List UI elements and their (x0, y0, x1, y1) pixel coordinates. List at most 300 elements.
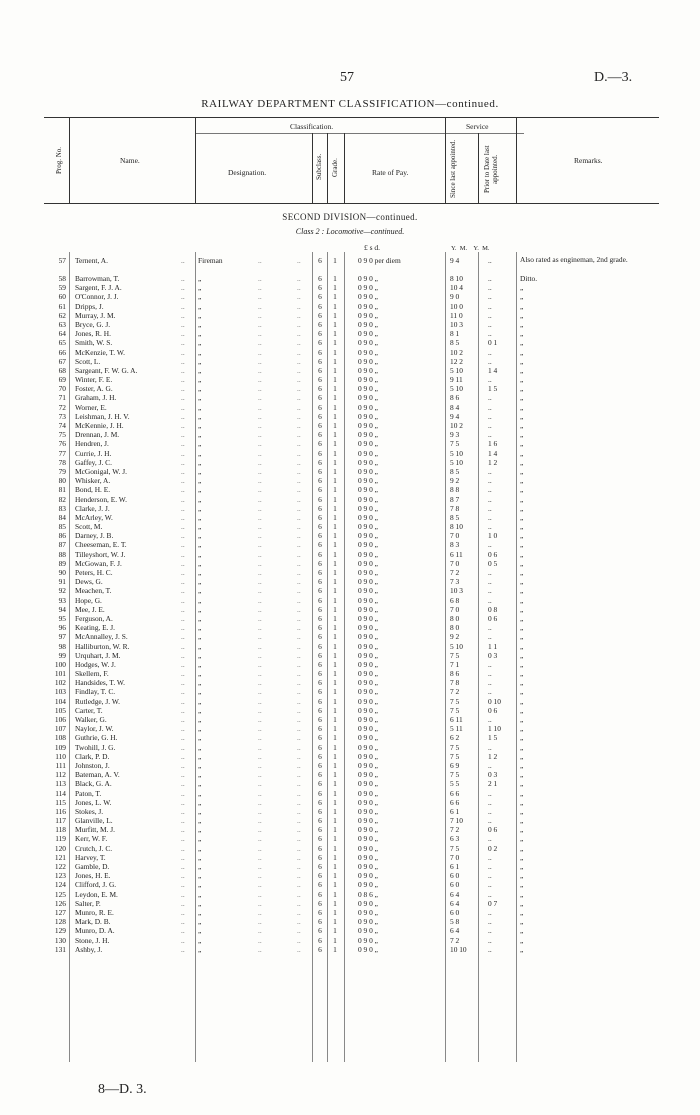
since-last-appointed-cell: 11 0 (450, 310, 463, 320)
leader-dots: .. (258, 595, 262, 605)
table-row (0, 660, 700, 669)
leader-dots: .. (297, 917, 301, 927)
table-row (0, 292, 700, 301)
grade-cell: 1 (333, 641, 337, 651)
leader-dots: .. (181, 917, 185, 927)
leader-dots: .. (181, 935, 185, 945)
since-last-appointed-cell: 8 7 (450, 494, 460, 504)
leader-dots: .. (297, 705, 301, 715)
table-row (0, 770, 700, 779)
rate-of-pay-cell: 0 9 0 „ (358, 760, 378, 770)
rate-of-pay-cell: 0 9 0 „ (358, 485, 378, 495)
remarks-cell: „ (520, 770, 524, 780)
table-row (0, 430, 700, 439)
employee-name-cell: Sargent, F. J. A. (75, 283, 122, 293)
leader-dots: .. (258, 384, 262, 394)
table-row (0, 761, 700, 770)
prior-to-date-cell: .. (488, 494, 492, 504)
designation-cell: „ (198, 770, 202, 780)
leader-dots: .. (181, 448, 185, 458)
leader-dots: .. (258, 568, 262, 577)
remarks-cell: „ (520, 742, 524, 752)
designation-cell: „ (198, 310, 202, 320)
leader-dots: .. (181, 540, 185, 550)
employee-name-cell: McAnnalley, J. S. (75, 632, 128, 642)
table-row (0, 283, 700, 292)
since-last-appointed-cell: 9 4 (450, 411, 460, 421)
subclass-cell: 6 (318, 733, 322, 743)
subclass-cell: 6 (318, 393, 322, 403)
leader-dots: .. (258, 797, 262, 807)
rate-of-pay-cell: 0 9 0 „ (358, 319, 378, 329)
leader-dots: .. (181, 439, 185, 449)
remarks-cell: „ (520, 586, 524, 596)
since-last-appointed-cell: 6 0 (450, 880, 460, 890)
employee-name-cell: Keating, E. J. (75, 623, 116, 633)
leader-dots: .. (297, 898, 301, 908)
table-row (0, 403, 700, 412)
subclass-cell: 6 (318, 917, 322, 927)
rate-of-pay-cell: 0 9 0 „ (358, 779, 378, 789)
leader-dots: .. (258, 623, 262, 633)
leader-dots: .. (258, 549, 262, 559)
remarks-cell: „ (520, 595, 524, 605)
remarks-cell: „ (520, 384, 524, 394)
rate-of-pay-cell: 0 9 0 „ (358, 944, 378, 954)
prog-number-cell: 82 (58, 494, 66, 504)
since-last-appointed-cell: 7 0 (450, 558, 460, 568)
prior-to-date-cell: 1 2 (488, 751, 498, 761)
since-last-appointed-cell: 5 10 (450, 384, 463, 394)
leader-dots: .. (258, 613, 262, 623)
employee-name-cell: Murfitt, M. J. (75, 825, 116, 835)
rate-of-pay-cell: 0 9 0 „ (358, 549, 378, 559)
remarks-cell: „ (520, 687, 524, 697)
designation-cell: „ (198, 522, 202, 532)
designation-cell: „ (198, 751, 202, 761)
page-footer: 8—D. 3. (98, 1082, 147, 1097)
leader-dots: .. (181, 834, 185, 844)
designation-cell: „ (198, 650, 202, 660)
grade-cell: 1 (333, 503, 337, 513)
designation-cell: „ (198, 760, 202, 770)
leader-dots: .. (181, 687, 185, 697)
prior-to-date-cell: .. (488, 742, 492, 752)
subclass-cell: 6 (318, 384, 322, 394)
prog-number-cell: 104 (54, 696, 66, 706)
prog-number-cell: 73 (58, 411, 66, 421)
prog-number-cell: 109 (54, 742, 66, 752)
rate-of-pay-cell: 0 9 0 „ (358, 715, 378, 724)
since-last-appointed-cell: 10 2 (450, 421, 463, 430)
since-last-appointed-cell: 7 2 (450, 568, 460, 577)
prior-to-date-cell: .. (488, 632, 492, 642)
subclass-cell: 6 (318, 604, 322, 614)
remarks-cell: „ (520, 439, 524, 449)
rate-of-pay-cell: 0 9 0 per diem (358, 256, 401, 265)
leader-dots: .. (258, 319, 262, 329)
grade-cell: 1 (333, 274, 337, 283)
rate-of-pay-cell: 0 9 0 „ (358, 788, 378, 798)
table-row (0, 779, 700, 788)
grade-cell: 1 (333, 770, 337, 780)
rate-of-pay-cell: 0 9 0 „ (358, 512, 378, 522)
prior-to-date-cell: .. (488, 806, 492, 816)
leader-dots: .. (181, 816, 185, 826)
leader-dots: .. (181, 797, 185, 807)
leader-dots: .. (181, 862, 185, 871)
prior-to-date-cell: 2 1 (488, 779, 498, 789)
employee-name-cell: Leishman, J. H. V. (75, 411, 130, 421)
employee-name-cell: Hope, G. (75, 595, 102, 605)
designation-cell: „ (198, 834, 202, 844)
leader-dots: .. (258, 448, 262, 458)
remarks-cell: „ (520, 522, 524, 532)
rate-of-pay-cell: 0 9 0 „ (358, 898, 378, 908)
prog-number-cell: 78 (58, 457, 66, 467)
leader-dots: .. (258, 843, 262, 853)
since-last-appointed-cell: 8 10 (450, 274, 463, 283)
grade-cell: 1 (333, 292, 337, 302)
leader-dots: .. (181, 558, 185, 568)
since-last-appointed-cell: 8 5 (450, 512, 460, 522)
leader-dots: .. (297, 613, 301, 623)
leader-dots: .. (297, 549, 301, 559)
table-row (0, 311, 700, 320)
employee-name-cell: Glanville, L. (75, 816, 113, 826)
grade-cell: 1 (333, 742, 337, 752)
grade-cell: 1 (333, 889, 337, 899)
grade-cell: 1 (333, 319, 337, 329)
subclass-cell: 6 (318, 862, 322, 871)
prior-to-date-cell: .. (488, 871, 492, 881)
leader-dots: .. (258, 760, 262, 770)
table-row (0, 936, 700, 945)
subclass-cell: 6 (318, 907, 322, 917)
table-row (0, 871, 700, 880)
leader-dots: .. (181, 669, 185, 679)
grade-cell: 1 (333, 540, 337, 550)
prior-to-date-cell: 1 10 (488, 724, 501, 734)
rate-of-pay-cell: 0 9 0 „ (358, 935, 378, 945)
remarks-cell: „ (520, 375, 524, 385)
prior-to-date-cell: .. (488, 421, 492, 430)
leader-dots: .. (258, 715, 262, 724)
employee-name-cell: McKennie, J. H. (75, 421, 124, 430)
grade-cell: 1 (333, 338, 337, 348)
since-last-appointed-cell: 5 5 (450, 779, 460, 789)
leader-dots: .. (258, 926, 262, 936)
prog-number-cell: 61 (58, 301, 66, 311)
designation-cell: „ (198, 862, 202, 871)
since-last-appointed-cell: 7 2 (450, 687, 460, 697)
designation-cell: „ (198, 338, 202, 348)
rate-of-pay-cell: 0 9 0 „ (358, 641, 378, 651)
leader-dots: .. (181, 512, 185, 522)
employee-name-cell: Cheeseman, E. T. (75, 540, 127, 550)
table-row (0, 559, 700, 568)
table-row (0, 816, 700, 825)
prog-number-cell: 99 (58, 650, 66, 660)
subclass-cell: 6 (318, 503, 322, 513)
designation-cell: „ (198, 393, 202, 403)
leader-dots: .. (258, 522, 262, 532)
leader-dots: .. (181, 632, 185, 642)
table-row (0, 908, 700, 917)
since-last-appointed-cell: 6 4 (450, 898, 460, 908)
prior-to-date-cell: .. (488, 852, 492, 862)
grade-cell: 1 (333, 356, 337, 366)
header-prog-no: Prog. No. (55, 146, 63, 174)
leader-dots: .. (297, 256, 301, 265)
rate-of-pay-cell: 0 9 0 „ (358, 421, 378, 430)
grade-cell: 1 (333, 402, 337, 412)
remarks-cell: „ (520, 944, 524, 954)
leader-dots: .. (181, 531, 185, 541)
grade-cell: 1 (333, 613, 337, 623)
grade-cell: 1 (333, 907, 337, 917)
leader-dots: .. (181, 310, 185, 320)
grade-cell: 1 (333, 751, 337, 761)
document-reference: D.—3. (594, 70, 633, 85)
employee-name-cell: Johnston, J. (75, 760, 110, 770)
grade-cell: 1 (333, 825, 337, 835)
since-last-appointed-cell: 6 0 (450, 907, 460, 917)
prior-to-date-cell: .. (488, 577, 492, 587)
table-row (0, 412, 700, 421)
leader-dots: .. (181, 613, 185, 623)
rate-of-pay-cell: 0 9 0 „ (358, 283, 378, 293)
since-last-appointed-cell: 6 1 (450, 862, 460, 871)
leader-dots: .. (181, 907, 185, 917)
since-last-appointed-cell: 8 6 (450, 393, 460, 403)
subclass-cell: 6 (318, 430, 322, 440)
grade-cell: 1 (333, 705, 337, 715)
rate-of-pay-cell: 0 9 0 „ (358, 439, 378, 449)
prog-number-cell: 77 (58, 448, 66, 458)
designation-cell: „ (198, 421, 202, 430)
prog-number-cell: 93 (58, 595, 66, 605)
subclass-cell: 6 (318, 292, 322, 302)
designation-cell: „ (198, 724, 202, 734)
grade-cell: 1 (333, 944, 337, 954)
designation-cell: „ (198, 889, 202, 899)
prior-to-date-cell: .. (488, 375, 492, 385)
leader-dots: .. (297, 669, 301, 679)
employee-name-cell: Munro, D. A. (75, 926, 115, 936)
prog-number-cell: 128 (54, 917, 66, 927)
leader-dots: .. (258, 880, 262, 890)
prog-number-cell: 81 (58, 485, 66, 495)
grade-cell: 1 (333, 384, 337, 394)
since-last-appointed-cell: 9 4 (450, 256, 460, 265)
rate-of-pay-cell: 0 9 0 „ (358, 770, 378, 780)
leader-dots: .. (258, 274, 262, 283)
designation-cell: „ (198, 577, 202, 587)
grade-cell: 1 (333, 375, 337, 385)
rate-of-pay-cell: 0 9 0 „ (358, 852, 378, 862)
grade-cell: 1 (333, 843, 337, 853)
remarks-cell: „ (520, 292, 524, 302)
rate-of-pay-cell: 0 9 0 „ (358, 613, 378, 623)
since-last-appointed-cell: 7 5 (450, 742, 460, 752)
prog-number-cell: 114 (55, 788, 66, 798)
since-last-appointed-cell: 7 3 (450, 577, 460, 587)
subclass-cell: 6 (318, 476, 322, 486)
leader-dots: .. (297, 623, 301, 633)
rate-of-pay-cell: 0 9 0 „ (358, 669, 378, 679)
remarks-cell: „ (520, 632, 524, 642)
leader-dots: .. (258, 733, 262, 743)
prior-to-date-cell: .. (488, 907, 492, 917)
designation-cell: „ (198, 411, 202, 421)
employee-name-cell: Skellern, F. (75, 669, 109, 679)
leader-dots: .. (258, 577, 262, 587)
grade-cell: 1 (333, 329, 337, 339)
leader-dots: .. (181, 806, 185, 816)
employee-name-cell: Twohill, J. G. (75, 742, 116, 752)
table-row (0, 890, 700, 899)
prior-to-date-cell: .. (488, 256, 492, 265)
prog-number-cell: 92 (58, 586, 66, 596)
since-last-appointed-cell: 6 3 (450, 834, 460, 844)
prior-to-date-cell: 1 4 (488, 448, 498, 458)
grade-cell: 1 (333, 586, 337, 596)
designation-cell: „ (198, 329, 202, 339)
subclass-cell: 6 (318, 659, 322, 669)
leader-dots: .. (181, 356, 185, 366)
prior-to-date-cell: .. (488, 760, 492, 770)
leader-dots: .. (181, 751, 185, 761)
rate-of-pay-cell: 0 9 0 „ (358, 733, 378, 743)
subclass-cell: 6 (318, 577, 322, 587)
leader-dots: .. (297, 632, 301, 642)
prior-to-date-cell: .. (488, 926, 492, 936)
header-remarks: Remarks. (574, 156, 603, 165)
designation-cell: „ (198, 926, 202, 936)
prog-number-cell: 103 (54, 687, 66, 697)
employee-name-cell: Scott, L. (75, 356, 101, 366)
designation-cell: „ (198, 935, 202, 945)
designation-cell: „ (198, 356, 202, 366)
prior-to-date-cell: 1 5 (488, 384, 498, 394)
grade-cell: 1 (333, 421, 337, 430)
designation-cell: „ (198, 742, 202, 752)
table-row (0, 513, 700, 522)
designation-cell: „ (198, 705, 202, 715)
leader-dots: .. (181, 375, 185, 385)
leader-dots: .. (181, 329, 185, 339)
leader-dots: .. (181, 283, 185, 293)
subclass-cell: 6 (318, 779, 322, 789)
subclass-cell: 6 (318, 944, 322, 954)
since-last-appointed-cell: 7 2 (450, 825, 460, 835)
remarks-cell: „ (520, 558, 524, 568)
table-row (0, 485, 700, 494)
prog-number-cell: 94 (58, 604, 66, 614)
prior-to-date-cell: 0 6 (488, 613, 498, 623)
leader-dots: .. (258, 558, 262, 568)
table-row (0, 945, 700, 954)
leader-dots: .. (297, 457, 301, 467)
leader-dots: .. (181, 274, 185, 283)
prog-number-cell: 63 (58, 319, 66, 329)
leader-dots: .. (297, 384, 301, 394)
rate-of-pay-cell: 0 9 0 „ (358, 292, 378, 302)
employee-name-cell: Peters, H. C. (75, 568, 113, 577)
prior-to-date-cell: .. (488, 430, 492, 440)
leader-dots: .. (258, 935, 262, 945)
employee-name-cell: Winter, F. E. (75, 375, 113, 385)
designation-cell: „ (198, 595, 202, 605)
designation-cell: „ (198, 779, 202, 789)
leader-dots: .. (258, 705, 262, 715)
designation-cell: „ (198, 274, 202, 283)
prior-to-date-cell: .. (488, 319, 492, 329)
since-last-appointed-cell: 12 2 (450, 356, 463, 366)
leader-dots: .. (258, 944, 262, 954)
leader-dots: .. (181, 485, 185, 495)
grade-cell: 1 (333, 466, 337, 476)
rate-of-pay-cell: 0 9 0 „ (358, 926, 378, 936)
remarks-cell: „ (520, 797, 524, 807)
grade-cell: 1 (333, 595, 337, 605)
remarks-cell: „ (520, 283, 524, 293)
money-column-heads: £ s d. (364, 243, 381, 252)
prog-number-cell: 90 (58, 568, 66, 577)
employee-name-cell: Tilleyshort, W. J. (75, 549, 126, 559)
leader-dots: .. (258, 347, 262, 357)
leader-dots: .. (258, 806, 262, 816)
leader-dots: .. (181, 430, 185, 440)
designation-cell: „ (198, 292, 202, 302)
prog-number-cell: 59 (58, 283, 66, 293)
leader-dots: .. (181, 457, 185, 467)
rate-of-pay-cell: 0 9 0 „ (358, 310, 378, 320)
leader-dots: .. (181, 788, 185, 798)
prog-number-cell: 130 (54, 935, 66, 945)
grade-cell: 1 (333, 347, 337, 357)
remarks-cell: „ (520, 733, 524, 743)
rate-of-pay-cell: 0 9 0 „ (358, 522, 378, 532)
employee-name-cell: Gaffey, J. C. (75, 457, 112, 467)
remarks-cell: „ (520, 816, 524, 826)
remarks-cell: „ (520, 457, 524, 467)
leader-dots: .. (297, 742, 301, 752)
leader-dots: .. (181, 568, 185, 577)
remarks-cell: „ (520, 421, 524, 430)
subclass-cell: 6 (318, 512, 322, 522)
prog-number-cell: 71 (58, 393, 66, 403)
table-row (0, 733, 700, 742)
table-row (0, 586, 700, 595)
since-last-appointed-cell: 6 4 (450, 926, 460, 936)
since-last-appointed-cell: 7 5 (450, 439, 460, 449)
prior-to-date-cell: 0 3 (488, 650, 498, 660)
leader-dots: .. (258, 898, 262, 908)
leader-dots: .. (297, 797, 301, 807)
subclass-cell: 6 (318, 889, 322, 899)
prog-number-cell: 98 (58, 641, 66, 651)
grade-cell: 1 (333, 724, 337, 734)
leader-dots: .. (181, 421, 185, 430)
rate-of-pay-cell: 0 9 0 „ (358, 338, 378, 348)
leader-dots: .. (181, 843, 185, 853)
remarks-cell: „ (520, 641, 524, 651)
designation-cell: „ (198, 549, 202, 559)
rate-of-pay-cell: 0 9 0 „ (358, 365, 378, 375)
leader-dots: .. (181, 770, 185, 780)
